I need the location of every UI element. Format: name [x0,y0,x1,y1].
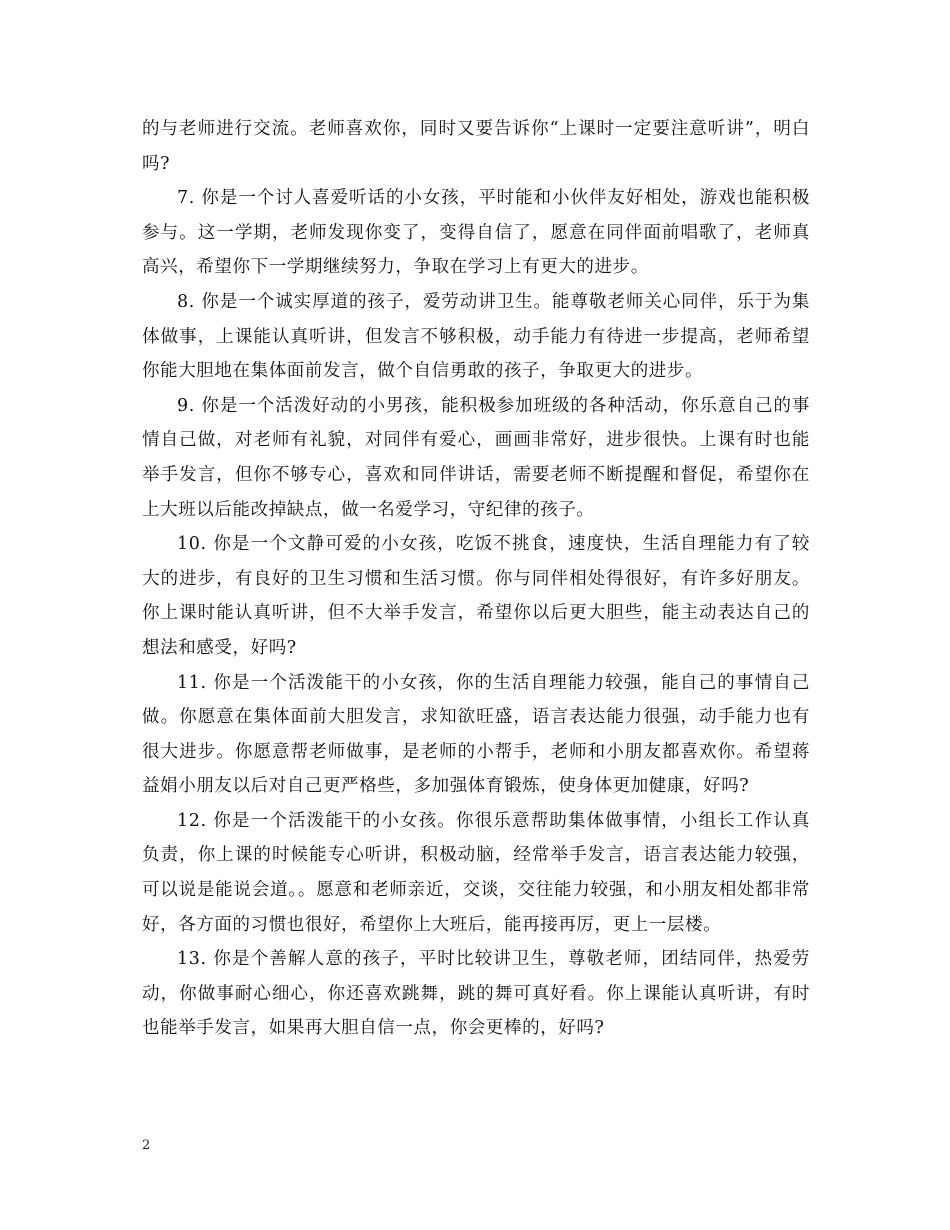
document-body [142,112,810,1046]
paragraph-continuation: 的与老师进行交流。老师喜欢你，同时又要告诉你“上课时一定要注意听讲”，明白吗? [142,119,810,174]
paragraph-item-10: 10. 你是一个文静可爱的小女孩，吃饭不挑食，速度快，生活自理能力有了较大的进步，有良好的卫生习惯和生活习惯。你与同伴相处得很好，有许多好朋友。你上课时能认真听讲，但不大举手发言，希望你以后更大胆些，能主动表达自己的想法和感受，好吗? [142,534,810,658]
paragraph-item-9: 9. 你是一个活泼好动的小男孩，能积极参加班级的各种活动，你乐意自己的事情自己做，对老师有礼貌，对同伴有爱心，画画非常好，进步很快。上课有时也能举手发言，但你不够专心，喜欢和同伴讲话，需要老师不断提醒和督促，希望你在上大班以后能改掉缺点，做一名爱学习，守纪律的孩子。 [142,395,810,520]
paragraph-item-13: 13. 你是个善解人意的孩子，平时比较讲卫生，尊敬老师，团结同伴，热爱劳动，你做事耐心细心，你还喜欢跳舞，跳的舞可真好看。你上课能认真听讲，有时也能举手发言，如果再大胆自信一点，你会更棒的，好吗? [142,949,810,1039]
paragraph-item-12: 12. 你是一个活泼能干的小女孩。你很乐意帮助集体做事情，小组长工作认真负责，你上课的时候能专心听讲，积极动脑，经常举手发言，语言表达能力较强，可以说是能说会道。。愿意和老师亲近，交谈，交往能力较强，和小朋友相处都非常好，各方面的习惯也很好，希望你上大班后，能再接再厉，更上一层楼。 [142,810,810,935]
page-number: 2 [142,1138,151,1153]
paragraph-item-7: 7. 你是一个讨人喜爱听话的小女孩，平时能和小伙伴友好相处，游戏也能积极参与。这一学期，老师发现你变了，变得自信了，愿意在同伴面前唱歌了，老师真高兴，希望你下一学期继续努力，争取在学习上有更大的进步。 [142,188,810,278]
paragraph-item-11: 11. 你是一个活泼能干的小女孩，你的生活自理能力较强，能自己的事情自己做。你愿意在集体面前大胆发言，求知欲旺盛，语言表达能力很强，动手能力也有很大进步。你愿意帮老师做事，是老师的小帮手，老师和小朋友都喜欢你。希望蒋益娟小朋友以后对自己更严格些，多加强体育锻炼，使身体更加健康，好吗? [142,672,810,797]
paragraph-item-8: 8. 你是一个诚实厚道的孩子，爱劳动讲卫生。能尊敬老师关心同伴，乐于为集体做事，上课能认真听讲，但发言不够积极，动手能力有待进一步提高，老师希望你能大胆地在集体面前发言，做个自信勇敢的孩子，争取更大的进步。 [142,291,810,382]
